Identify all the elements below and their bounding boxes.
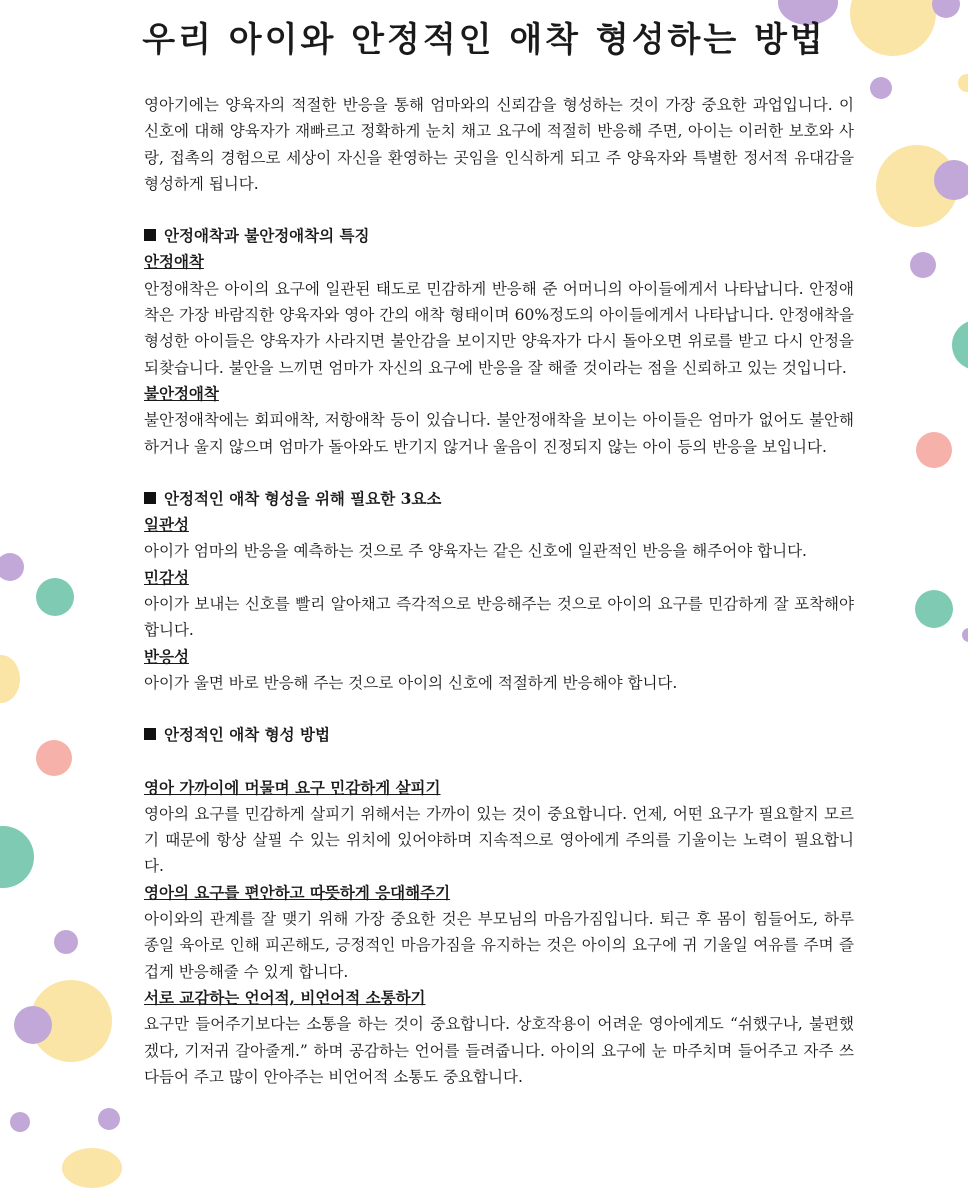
paragraph: 아이가 엄마의 반응을 예측하는 것으로 주 양육자는 같은 신호에 일관적인 반응을 해주어야 합니다. (144, 542, 807, 561)
section-heading-methods: 안정적인 애착 형성 방법 (144, 722, 854, 748)
subheading: 불안정애착 (144, 383, 219, 403)
page-title: 우리 아이와 안정적인 애착 형성하는 방법 (142, 20, 826, 60)
subheading: 영아 가까이에 머물며 요구 민감하게 살피기 (144, 777, 441, 797)
paragraph: 불안정애착에는 회피애착, 저항애착 등이 있습니다. 불안정애착을 보이는 아이들은 엄마가 없어도 불안해하거나 울지 않으며 엄마가 돌아와도 반기지 않거나 울음이 진정되지 않는 아이 등의 반응을 보입니다. (144, 411, 854, 456)
section-heading-attachment-types: 안정애착과 불안정애착의 특징 (144, 223, 854, 249)
square-bullet-icon (144, 229, 156, 241)
subheading: 일관성 (144, 515, 189, 535)
subheading: 영아의 요구를 편안하고 따뜻하게 응대해주기 (144, 882, 451, 902)
paragraph: 안정애착은 아이의 요구에 일관된 태도로 민감하게 반응해 준 어머니의 아이들에게서 나타납니다. 안정애착은 가장 바람직한 양육자와 영아 간의 애착 형태이며 60%정도의 아이들에게서 나타납니다. 안정애착을 형성한 아이들은 양육자가 사라지면 불안감을 보이지만 양육자가 다시 돌아오면 위로를 받고 다시 안정을 되찾습니다. 불안을 느끼면 엄마가 자신의 요구에 반응을 잘 해줄 것이라는 점을 신뢰하고 있는 것입니다. (144, 279, 854, 377)
square-bullet-icon (144, 728, 156, 740)
paragraph: 영아의 요구를 민감하게 살피기 위해서는 가까이 있는 것이 중요합니다. 언제, 어떤 요구가 필요할지 모르기 때문에 항상 살필 수 있는 위치에 있어야하며 지속적으로 영아에게 주의를 기울이는 노력이 필요합니다. (144, 804, 854, 876)
paragraph: 아이와의 관계를 잘 맺기 위해 가장 중요한 것은 부모님의 마음가짐입니다. 퇴근 후 몸이 힘들어도, 하루 종일 육아로 인해 피곤해도, 긍정적인 마음가짐을 유지하는 것은 아이의 요구에 귀 기울일 여유를 주며 즐겁게 반응해줄 수 있게 합니다. (144, 910, 854, 981)
intro-paragraph: 영아기에는 양육자의 적절한 반응을 통해 엄마와의 신뢰감을 형성하는 것이 가장 중요한 과업입니다. 이 신호에 대해 양육자가 재빠르고 정확하게 눈치 채고 요구에 적절히 반응해 주면, 아이는 이러한 보호와 사랑, 접촉의 경험으로 세상이 자신을 환영하는 곳임을 인식하게 되고 주 양육자와 특별한 정서적 유대감을 형성하게 됩니다. (144, 96, 854, 193)
square-bullet-icon (144, 492, 156, 504)
subheading: 반응성 (144, 646, 189, 666)
subheading: 안정애착 (144, 252, 204, 272)
section-heading-three-elements: 안정적인 애착 형성을 위해 필요한 3요소 (144, 486, 854, 512)
subheading: 민감성 (144, 567, 189, 587)
subheading: 서로 교감하는 언어적, 비언어적 소통하기 (144, 987, 426, 1007)
article-body (144, 92, 854, 1090)
paragraph: 아이가 보내는 신호를 빨리 알아채고 즉각적으로 반응해주는 것으로 아이의 요구를 민감하게 잘 포착해야 합니다. (144, 595, 854, 640)
paragraph: 요구만 들어주기보다는 소통을 하는 것이 중요합니다. 상호작용이 어려운 영아에게도 “쉬했구나, 불편했겠다, 기저귀 갈아줄게.” 하며 공감하는 언어를 들려줍니다. 아이의 요구에 눈 마주치며 들어주고 자주 쓰다듬어 주고 많이 안아주는 비언어적 소통도 중요합니다. (144, 1015, 854, 1086)
paragraph: 아이가 울면 바로 반응해 주는 것으로 아이의 신호에 적절하게 반응해야 합니다. (144, 673, 678, 692)
